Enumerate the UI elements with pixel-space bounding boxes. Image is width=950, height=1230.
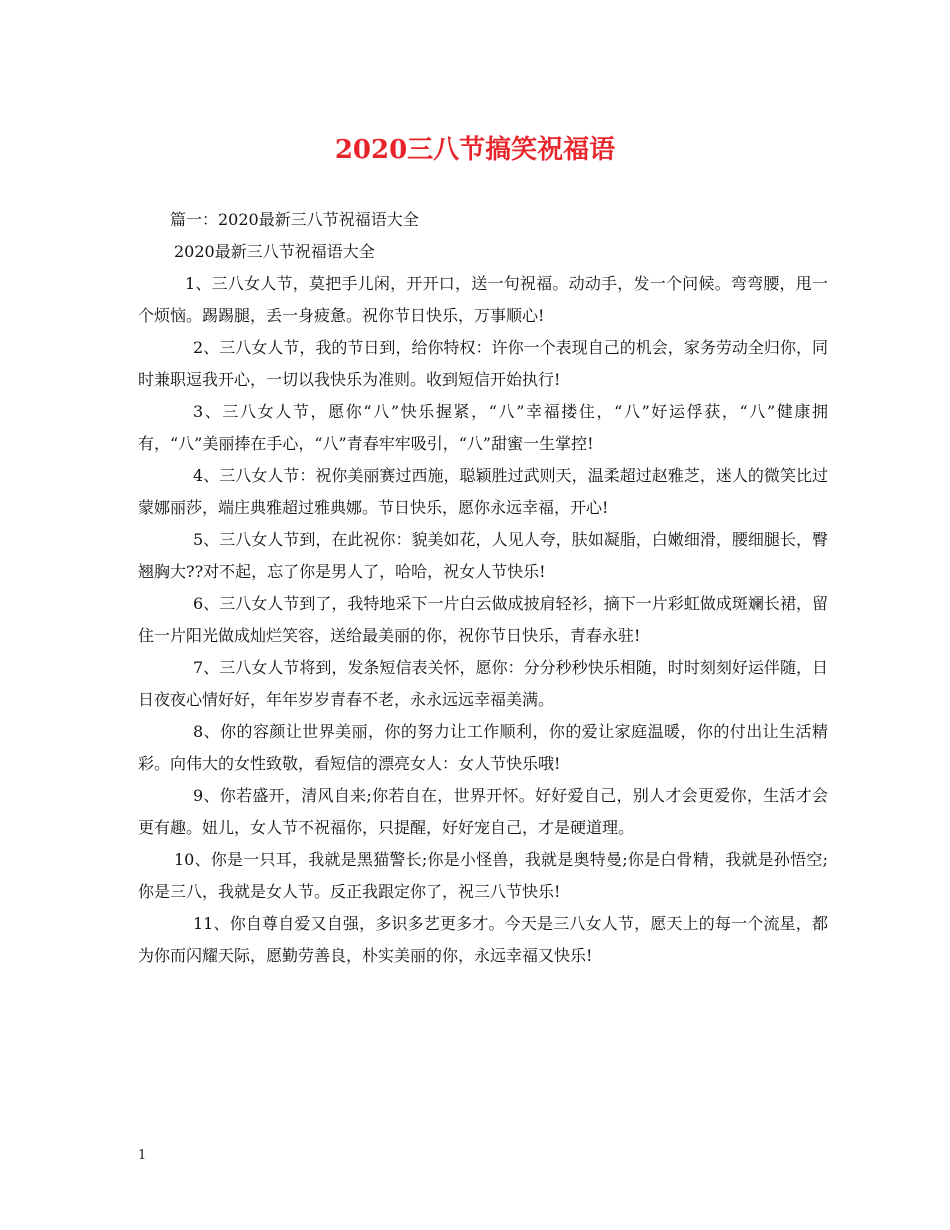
- paragraph-5: 5、三八女人节到，在此祝你：貌美如花，人见人夸，肤如凝脂，白嫩细滑，腰细腿长，臀翘胸大??对不起，忘了你是男人了，哈哈，祝女人节快乐!: [138, 530, 828, 581]
- paragraph-10: 10、你是一只耳，我就是黑猫警长;你是小怪兽，我就是奥特曼;你是白骨精，我就是孙悟空;你是三八，我就是女人节。反正我跟定你了，祝三八节快乐!: [138, 850, 828, 901]
- paragraph-11: 11、你自尊自爱又自强，多识多艺更多才。今天是三八女人节，愿天上的每一个流星，都为你而闪耀天际，愿勤劳善良，朴实美丽的你，永远幸福又快乐!: [138, 914, 828, 965]
- document-title: 2020三八节搞笑祝福语: [334, 135, 616, 165]
- paragraph-4: 4、三八女人节：祝你美丽赛过西施，聪颖胜过武则天，温柔超过赵雅芝，迷人的微笑比过蒙娜丽莎，端庄典雅超过雅典娜。节日快乐，愿你永远幸福，开心!: [138, 466, 828, 517]
- paragraph-7: 7、三八女人节将到，发条短信表关怀，愿你：分分秒秒快乐相随，时时刻刻好运伴随，日日夜夜心情好好，年年岁岁青春不老，永永远远幸福美满。: [138, 658, 828, 709]
- document-body: [138, 204, 828, 972]
- section-heading: 篇一：2020最新三八节祝福语大全: [170, 210, 419, 229]
- sub-heading: 2020最新三八节祝福语大全: [174, 242, 375, 261]
- paragraph-3: 3、三八女人节，愿你“八”快乐握紧，“八”幸福搂住，“八”好运俘获，“八”健康拥有，“八”美丽捧在手心，“八”青春牢牢吸引，“八”甜蜜一生掌控!: [138, 402, 828, 453]
- page-number: 1: [138, 1148, 147, 1163]
- paragraph-1: 1、三八女人节，莫把手儿闲，开开口，送一句祝福。动动手，发一个问候。弯弯腰，甩一个烦恼。踢踢腿，丢一身疲惫。祝你节日快乐，万事顺心!: [138, 274, 828, 325]
- paragraph-6: 6、三八女人节到了，我特地采下一片白云做成披肩轻衫，摘下一片彩虹做成斑斓长裙，留住一片阳光做成灿烂笑容，送给最美丽的你，祝你节日快乐，青春永驻!: [138, 594, 828, 645]
- paragraph-8: 8、你的容颜让世界美丽，你的努力让工作顺利，你的爱让家庭温暖，你的付出让生活精彩。向伟大的女性致敬，看短信的漂亮女人：女人节快乐哦!: [138, 722, 828, 773]
- paragraph-2: 2、三八女人节，我的节日到，给你特权：许你一个表现自己的机会，家务劳动全归你，同时兼职逗我开心，一切以我快乐为准则。收到短信开始执行!: [138, 338, 828, 389]
- paragraph-9: 9、你若盛开，清风自来;你若自在，世界开怀。好好爱自己，别人才会更爱你，生活才会更有趣。妞儿，女人节不祝福你，只提醒，好好宠自己，才是硬道理。: [138, 786, 828, 837]
